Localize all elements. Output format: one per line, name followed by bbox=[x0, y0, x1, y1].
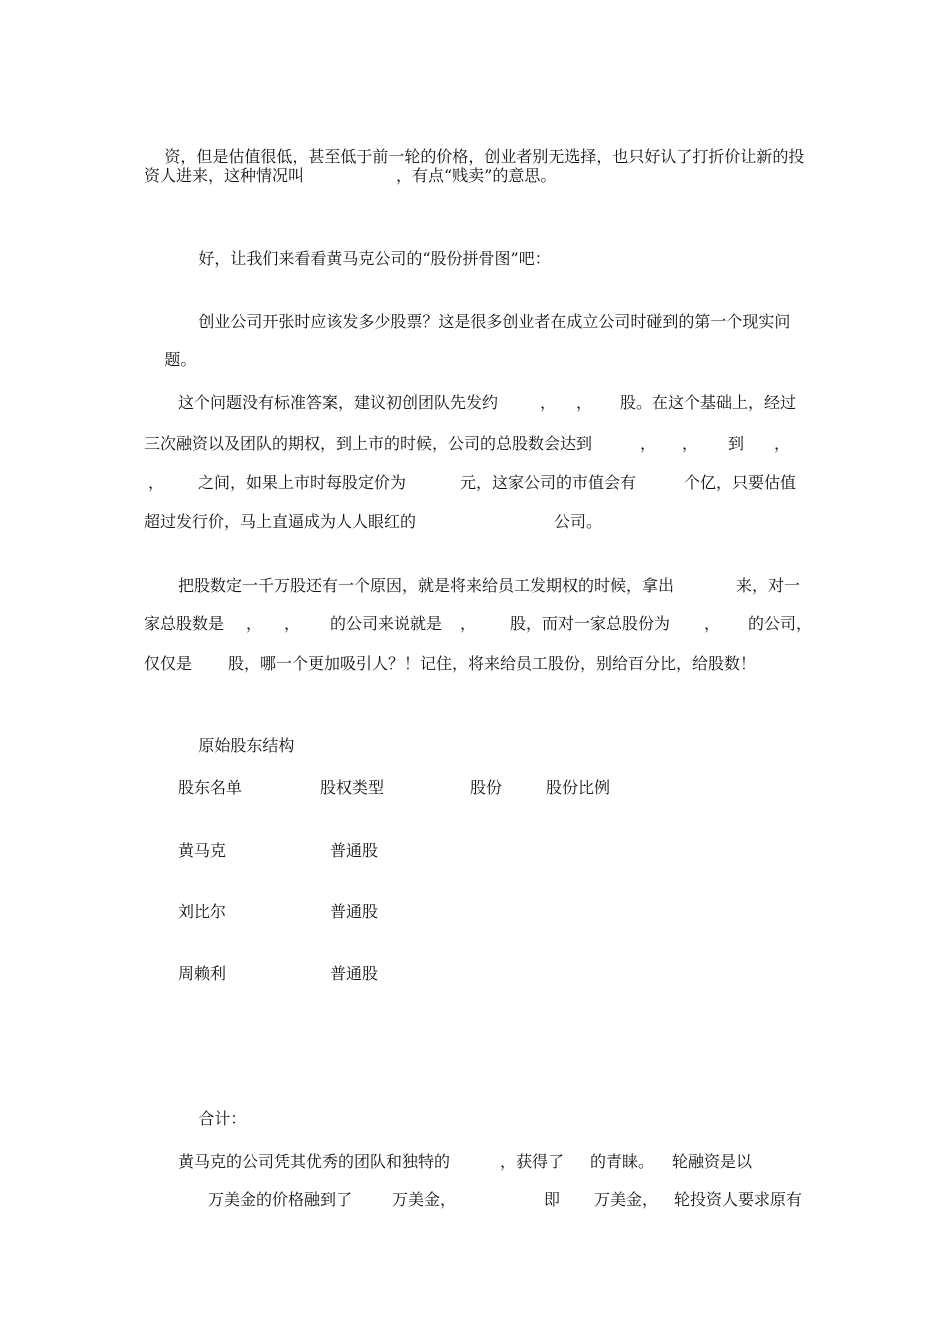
share-type: 普通股 bbox=[330, 841, 379, 860]
paragraph-3-line-2: 题。 bbox=[164, 350, 197, 369]
header-share-type: 股权类型 bbox=[320, 778, 385, 797]
table-row bbox=[178, 964, 638, 1044]
paragraph-5-line-3: 仅仅是 股，哪一个更加吸引人？！记住，将来给员工股份，别给百分比，给股数！ bbox=[144, 654, 757, 673]
table-total: 合计： bbox=[198, 1109, 247, 1128]
paragraph-2: 好，让我们来看看黄马克公司的“股份拼骨图”吧： bbox=[198, 249, 551, 268]
shareholder-name: 周赖利 bbox=[178, 964, 227, 983]
paragraph-1-line-2: 资人进来，这种情况叫 ，有点“贱卖”的意思。 bbox=[144, 166, 557, 185]
header-shareholder-name: 股东名单 bbox=[178, 778, 243, 797]
paragraph-5-line-2: 家总股数是 ， ， 的公司来说就是 ， 股，而对一家总股份为 ， 的公司， bbox=[144, 614, 813, 633]
paragraph-1-line-1: 资，但是估值很低，甚至低于前一轮的价格，创业者别无选择，也只好认了打折价让新的投 bbox=[164, 147, 805, 166]
header-shares: 股份 bbox=[470, 778, 503, 797]
share-type: 普通股 bbox=[330, 902, 379, 921]
shareholder-name: 刘比尔 bbox=[178, 902, 227, 921]
paragraph-4-line-4: 超过发行价，马上直逼成为人人眼红的 公司。 bbox=[144, 512, 603, 531]
paragraph-4-line-1: 这个问题没有标准答案，建议初创团队先发约 ， ， 股。在这个基础上，经过 bbox=[178, 393, 797, 412]
paragraph-6-line-2: 万美金的价格融到了 万美金， 即 万美金， 轮投资人要求原有 bbox=[208, 1190, 803, 1209]
shareholder-name: 黄马克 bbox=[178, 841, 227, 860]
share-type: 普通股 bbox=[330, 964, 379, 983]
table-title: 原始股东结构 bbox=[198, 736, 295, 755]
paragraph-3-line-1: 创业公司开张时应该发多少股票？这是很多创业者在成立公司时碰到的第一个现实问 bbox=[198, 312, 791, 331]
header-share-ratio: 股份比例 bbox=[546, 778, 611, 797]
paragraph-4-line-2: 三次融资以及团队的期权，到上市的时候，公司的总股数会达到 ， ， 到 ， bbox=[144, 434, 791, 453]
paragraph-5-line-1: 把股数定一千万股还有一个原因，就是将来给员工发期权的时候，拿出 来，对一 bbox=[178, 576, 801, 595]
paragraph-6-line-1: 黄马克的公司凭其优秀的团队和独特的 ，获得了 的青睐。 轮融资是以 bbox=[178, 1152, 753, 1171]
paragraph-4-line-3: ， 之间，如果上市时每股定价为 元，这家公司的市值会有 个亿，只要估值 bbox=[148, 473, 797, 492]
